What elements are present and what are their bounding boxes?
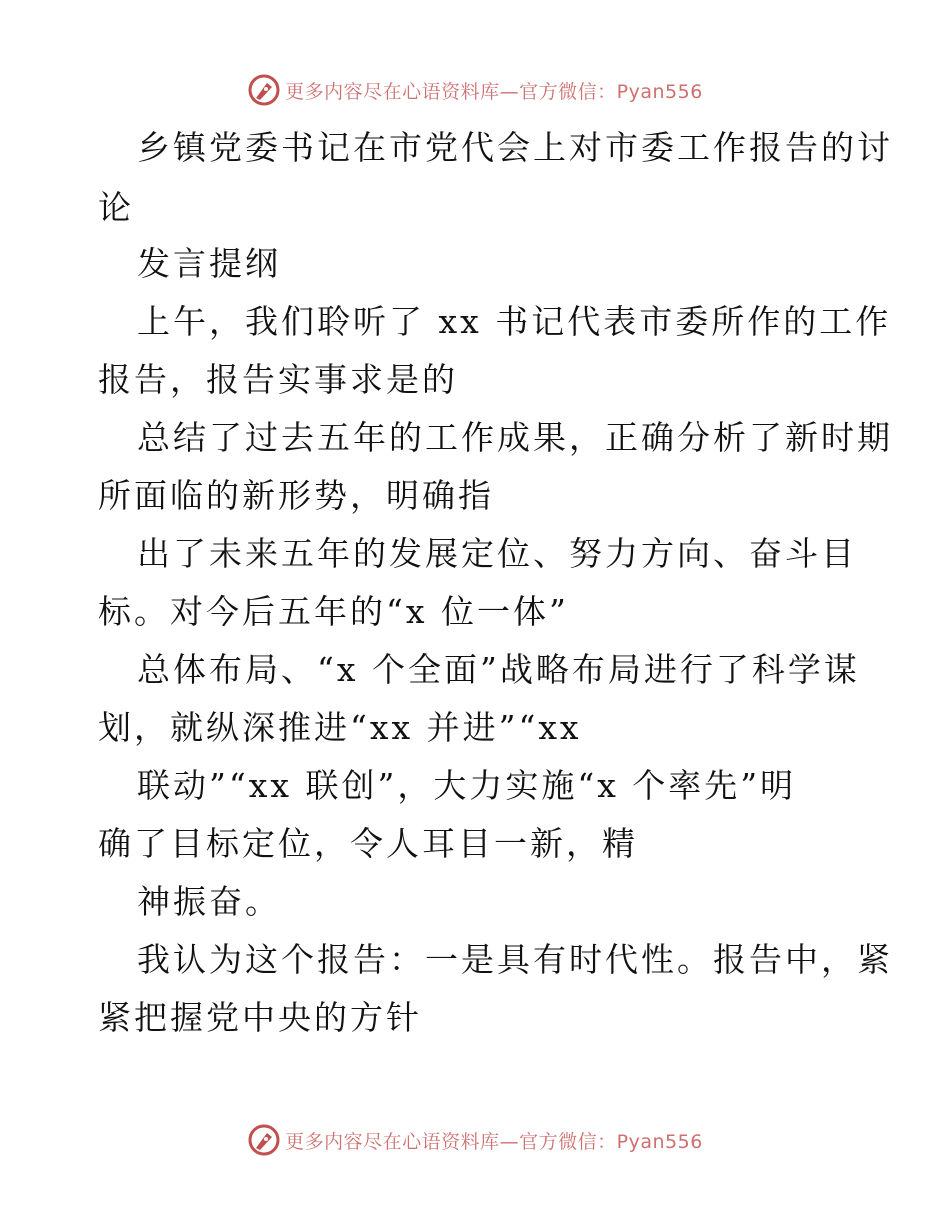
document-line: 标。对今后五年的“x 位一体”: [98, 592, 569, 631]
document-line: 划，就纵深推进“xx 并进”“xx: [98, 708, 582, 747]
document-line: 乡镇党委书记在市党代会上对市委工作报告的讨: [137, 128, 893, 167]
watermark-text: 更多内容尽在心语资料库—官方微信：Pyan556: [285, 1130, 703, 1153]
document-line: 总体布局、“x 个全面”战略布局进行了科学谋: [137, 650, 860, 689]
document-line: 上午，我们聆听了 xx 书记代表市委所作的工作: [137, 302, 892, 341]
document-line: 联动”“xx 联创”，大力实施“x 个率先”明: [137, 766, 797, 805]
document-line: 报告，报告实事求是的: [98, 360, 458, 399]
document-line: 神振奋。: [137, 882, 281, 921]
document-line: 所面临的新形势，明确指: [98, 476, 494, 515]
document-line: 我认为这个报告：一是具有时代性。报告中，紧: [137, 940, 893, 979]
pen-nib-logo-icon: [247, 73, 281, 107]
watermark-footer: [0, 1120, 950, 1160]
pen-nib-logo-icon: [247, 1123, 281, 1157]
document-line: 论: [98, 188, 134, 227]
document-line: 确了目标定位，令人耳目一新，精: [98, 824, 638, 863]
document-line: 总结了过去五年的工作成果，正确分析了新时期: [137, 418, 893, 457]
watermark-header: [0, 70, 950, 110]
watermark-text: 更多内容尽在心语资料库—官方微信：Pyan556: [285, 80, 703, 103]
document-line: 紧把握党中央的方针: [98, 998, 422, 1037]
document-line: 出了未来五年的发展定位、努力方向、奋斗目: [137, 534, 857, 573]
document-line: 发言提纲: [137, 244, 281, 283]
